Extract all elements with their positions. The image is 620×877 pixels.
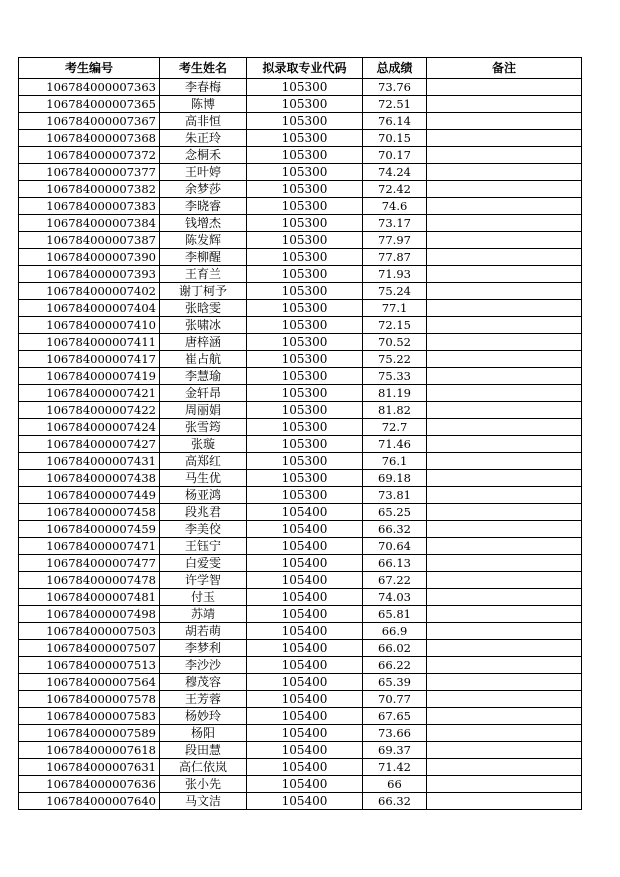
remarks-cell [427, 742, 582, 759]
name-cell: 付玉 [160, 589, 247, 606]
exam-id-cell: 106784000007404 [19, 300, 160, 317]
major-code-cell: 105300 [247, 487, 363, 504]
remarks-cell [427, 555, 582, 572]
major-code-cell: 105300 [247, 317, 363, 334]
table-row [19, 708, 582, 725]
total-score-cell: 75.24 [363, 283, 427, 300]
total-score-cell: 70.52 [363, 334, 427, 351]
total-score-cell: 73.76 [363, 79, 427, 96]
table-row [19, 147, 582, 164]
major-code-cell: 105400 [247, 793, 363, 810]
total-score-cell: 69.37 [363, 742, 427, 759]
major-code-cell: 105400 [247, 538, 363, 555]
table-row [19, 436, 582, 453]
exam-id-cell: 106784000007402 [19, 283, 160, 300]
name-cell: 苏靖 [160, 606, 247, 623]
table-row [19, 538, 582, 555]
major-code-cell: 105400 [247, 640, 363, 657]
major-code-cell: 105300 [247, 215, 363, 232]
remarks-cell [427, 232, 582, 249]
name-cell: 陈发辉 [160, 232, 247, 249]
remarks-cell [427, 79, 582, 96]
table-row [19, 317, 582, 334]
major-code-cell: 105400 [247, 504, 363, 521]
table-row [19, 96, 582, 113]
total-score-cell: 71.46 [363, 436, 427, 453]
exam-id-cell: 106784000007636 [19, 776, 160, 793]
exam-id-cell: 106784000007365 [19, 96, 160, 113]
table-row [19, 334, 582, 351]
table-row [19, 793, 582, 810]
table-row [19, 776, 582, 793]
exam-id-cell: 106784000007372 [19, 147, 160, 164]
remarks-cell [427, 266, 582, 283]
table-row [19, 453, 582, 470]
exam-id-cell: 106784000007618 [19, 742, 160, 759]
major-code-cell: 105300 [247, 266, 363, 283]
remarks-cell [427, 419, 582, 436]
exam-id-cell: 106784000007390 [19, 249, 160, 266]
exam-id-cell: 106784000007422 [19, 402, 160, 419]
exam-id-cell: 106784000007449 [19, 487, 160, 504]
table-row [19, 759, 582, 776]
remarks-cell [427, 181, 582, 198]
table-row [19, 504, 582, 521]
name-cell: 李沙沙 [160, 657, 247, 674]
table-row [19, 674, 582, 691]
remarks-cell [427, 249, 582, 266]
total-score-cell: 72.42 [363, 181, 427, 198]
name-cell: 王钰宁 [160, 538, 247, 555]
name-cell: 唐梓涵 [160, 334, 247, 351]
header-row [19, 58, 582, 79]
name-cell: 高郑红 [160, 453, 247, 470]
total-score-cell: 72.7 [363, 419, 427, 436]
major-code-cell: 105300 [247, 147, 363, 164]
total-score-cell: 67.22 [363, 572, 427, 589]
name-cell: 陈博 [160, 96, 247, 113]
remarks-cell [427, 453, 582, 470]
exam-id-cell: 106784000007583 [19, 708, 160, 725]
table-row [19, 266, 582, 283]
major-code-cell: 105400 [247, 742, 363, 759]
total-score-cell: 70.77 [363, 691, 427, 708]
name-cell: 王育兰 [160, 266, 247, 283]
major-code-cell: 105300 [247, 198, 363, 215]
table-row [19, 555, 582, 572]
table-row [19, 419, 582, 436]
table-row [19, 657, 582, 674]
major-code-cell: 105300 [247, 351, 363, 368]
table-row [19, 232, 582, 249]
major-code-cell: 105300 [247, 385, 363, 402]
table-row [19, 623, 582, 640]
remarks-cell [427, 776, 582, 793]
remarks-cell [427, 572, 582, 589]
exam-id-cell: 106784000007481 [19, 589, 160, 606]
major-code-cell: 105300 [247, 283, 363, 300]
exam-id-cell: 106784000007383 [19, 198, 160, 215]
total-score-cell: 66.32 [363, 521, 427, 538]
exam-id-cell: 106784000007377 [19, 164, 160, 181]
header-remarks: 备注 [427, 58, 582, 79]
remarks-cell [427, 793, 582, 810]
table-row [19, 470, 582, 487]
total-score-cell: 72.15 [363, 317, 427, 334]
name-cell: 李春梅 [160, 79, 247, 96]
exam-id-cell: 106784000007417 [19, 351, 160, 368]
name-cell: 许学智 [160, 572, 247, 589]
table-row [19, 385, 582, 402]
major-code-cell: 105400 [247, 691, 363, 708]
exam-id-cell: 106784000007427 [19, 436, 160, 453]
total-score-cell: 74.24 [363, 164, 427, 181]
table-row [19, 79, 582, 96]
major-code-cell: 105300 [247, 181, 363, 198]
exam-id-cell: 106784000007589 [19, 725, 160, 742]
total-score-cell: 71.42 [363, 759, 427, 776]
major-code-cell: 105300 [247, 232, 363, 249]
name-cell: 白爱雯 [160, 555, 247, 572]
table-row [19, 589, 582, 606]
total-score-cell: 66.9 [363, 623, 427, 640]
remarks-cell [427, 606, 582, 623]
name-cell: 高仁依岚 [160, 759, 247, 776]
total-score-cell: 66 [363, 776, 427, 793]
major-code-cell: 105300 [247, 334, 363, 351]
name-cell: 张璇 [160, 436, 247, 453]
exam-id-cell: 106784000007507 [19, 640, 160, 657]
name-cell: 杨妙玲 [160, 708, 247, 725]
total-score-cell: 70.17 [363, 147, 427, 164]
total-score-cell: 77.1 [363, 300, 427, 317]
exam-id-cell: 106784000007631 [19, 759, 160, 776]
remarks-cell [427, 521, 582, 538]
name-cell: 张啸冰 [160, 317, 247, 334]
major-code-cell: 105400 [247, 725, 363, 742]
remarks-cell [427, 164, 582, 181]
total-score-cell: 66.32 [363, 793, 427, 810]
header-name: 考生姓名 [160, 58, 247, 79]
major-code-cell: 105400 [247, 589, 363, 606]
exam-id-cell: 106784000007471 [19, 538, 160, 555]
total-score-cell: 69.18 [363, 470, 427, 487]
name-cell: 李柳醒 [160, 249, 247, 266]
total-score-cell: 74.6 [363, 198, 427, 215]
total-score-cell: 73.66 [363, 725, 427, 742]
major-code-cell: 105400 [247, 606, 363, 623]
table-row [19, 300, 582, 317]
exam-id-cell: 106784000007393 [19, 266, 160, 283]
admission-table [18, 57, 582, 810]
name-cell: 余梦莎 [160, 181, 247, 198]
exam-id-cell: 106784000007387 [19, 232, 160, 249]
name-cell: 钱增杰 [160, 215, 247, 232]
total-score-cell: 75.33 [363, 368, 427, 385]
total-score-cell: 73.17 [363, 215, 427, 232]
exam-id-cell: 106784000007564 [19, 674, 160, 691]
name-cell: 周丽娟 [160, 402, 247, 419]
total-score-cell: 70.64 [363, 538, 427, 555]
exam-id-cell: 106784000007498 [19, 606, 160, 623]
total-score-cell: 70.15 [363, 130, 427, 147]
table-row [19, 113, 582, 130]
name-cell: 崔占航 [160, 351, 247, 368]
total-score-cell: 65.39 [363, 674, 427, 691]
exam-id-cell: 106784000007424 [19, 419, 160, 436]
remarks-cell [427, 640, 582, 657]
table-row [19, 742, 582, 759]
name-cell: 段田慧 [160, 742, 247, 759]
remarks-cell [427, 317, 582, 334]
major-code-cell: 105400 [247, 572, 363, 589]
exam-id-cell: 106784000007367 [19, 113, 160, 130]
remarks-cell [427, 96, 582, 113]
remarks-cell [427, 351, 582, 368]
name-cell: 穆茂容 [160, 674, 247, 691]
major-code-cell: 105300 [247, 300, 363, 317]
header-major-code: 拟录取专业代码 [247, 58, 363, 79]
remarks-cell [427, 538, 582, 555]
total-score-cell: 65.81 [363, 606, 427, 623]
table-row [19, 640, 582, 657]
remarks-cell [427, 215, 582, 232]
remarks-cell [427, 691, 582, 708]
major-code-cell: 105300 [247, 164, 363, 181]
remarks-cell [427, 725, 582, 742]
exam-id-cell: 106784000007421 [19, 385, 160, 402]
remarks-cell [427, 402, 582, 419]
total-score-cell: 77.97 [363, 232, 427, 249]
major-code-cell: 105300 [247, 96, 363, 113]
total-score-cell: 81.82 [363, 402, 427, 419]
remarks-cell [427, 708, 582, 725]
major-code-cell: 105400 [247, 555, 363, 572]
exam-id-cell: 106784000007477 [19, 555, 160, 572]
exam-id-cell: 106784000007458 [19, 504, 160, 521]
remarks-cell [427, 436, 582, 453]
remarks-cell [427, 198, 582, 215]
remarks-cell [427, 657, 582, 674]
exam-id-cell: 106784000007363 [19, 79, 160, 96]
name-cell: 胡若萌 [160, 623, 247, 640]
remarks-cell [427, 283, 582, 300]
total-score-cell: 72.51 [363, 96, 427, 113]
major-code-cell: 105300 [247, 79, 363, 96]
name-cell: 张雪筠 [160, 419, 247, 436]
remarks-cell [427, 113, 582, 130]
exam-id-cell: 106784000007384 [19, 215, 160, 232]
table-row [19, 572, 582, 589]
exam-id-cell: 106784000007459 [19, 521, 160, 538]
exam-id-cell: 106784000007503 [19, 623, 160, 640]
remarks-cell [427, 589, 582, 606]
major-code-cell: 105400 [247, 674, 363, 691]
remarks-cell [427, 130, 582, 147]
exam-id-cell: 106784000007438 [19, 470, 160, 487]
total-score-cell: 65.25 [363, 504, 427, 521]
major-code-cell: 105400 [247, 776, 363, 793]
table-row [19, 691, 582, 708]
table-row [19, 487, 582, 504]
major-code-cell: 105300 [247, 436, 363, 453]
major-code-cell: 105300 [247, 249, 363, 266]
remarks-cell [427, 504, 582, 521]
name-cell: 谢丁柯予 [160, 283, 247, 300]
exam-id-cell: 106784000007578 [19, 691, 160, 708]
exam-id-cell: 106784000007431 [19, 453, 160, 470]
table-row [19, 215, 582, 232]
name-cell: 王芳蓉 [160, 691, 247, 708]
major-code-cell: 105400 [247, 657, 363, 674]
table-row [19, 130, 582, 147]
major-code-cell: 105400 [247, 623, 363, 640]
exam-id-cell: 106784000007411 [19, 334, 160, 351]
table-row [19, 725, 582, 742]
name-cell: 张晗雯 [160, 300, 247, 317]
table-body [19, 79, 582, 810]
total-score-cell: 74.03 [363, 589, 427, 606]
remarks-cell [427, 623, 582, 640]
major-code-cell: 105400 [247, 759, 363, 776]
name-cell: 李晓睿 [160, 198, 247, 215]
name-cell: 杨阳 [160, 725, 247, 742]
major-code-cell: 105400 [247, 521, 363, 538]
name-cell: 朱正玲 [160, 130, 247, 147]
name-cell: 马文洁 [160, 793, 247, 810]
table-row [19, 351, 582, 368]
table-row [19, 283, 582, 300]
table-row [19, 521, 582, 538]
header-exam-id: 考生编号 [19, 58, 160, 79]
name-cell: 李美佼 [160, 521, 247, 538]
remarks-cell [427, 487, 582, 504]
total-score-cell: 66.02 [363, 640, 427, 657]
remarks-cell [427, 674, 582, 691]
remarks-cell [427, 759, 582, 776]
remarks-cell [427, 385, 582, 402]
name-cell: 李慧瑜 [160, 368, 247, 385]
exam-id-cell: 106784000007640 [19, 793, 160, 810]
major-code-cell: 105300 [247, 470, 363, 487]
table-row [19, 368, 582, 385]
name-cell: 李梦利 [160, 640, 247, 657]
name-cell: 杨亚鸿 [160, 487, 247, 504]
remarks-cell [427, 368, 582, 385]
exam-id-cell: 106784000007368 [19, 130, 160, 147]
total-score-cell: 76.1 [363, 453, 427, 470]
exam-id-cell: 106784000007410 [19, 317, 160, 334]
name-cell: 金轩昂 [160, 385, 247, 402]
exam-id-cell: 106784000007513 [19, 657, 160, 674]
name-cell: 段兆君 [160, 504, 247, 521]
total-score-cell: 73.81 [363, 487, 427, 504]
header-total-score: 总成绩 [363, 58, 427, 79]
name-cell: 高非恒 [160, 113, 247, 130]
total-score-cell: 75.22 [363, 351, 427, 368]
exam-id-cell: 106784000007382 [19, 181, 160, 198]
name-cell: 张小先 [160, 776, 247, 793]
total-score-cell: 76.14 [363, 113, 427, 130]
table-row [19, 402, 582, 419]
table-row [19, 164, 582, 181]
total-score-cell: 77.87 [363, 249, 427, 266]
table-row [19, 249, 582, 266]
major-code-cell: 105300 [247, 402, 363, 419]
remarks-cell [427, 470, 582, 487]
total-score-cell: 66.22 [363, 657, 427, 674]
total-score-cell: 71.93 [363, 266, 427, 283]
major-code-cell: 105300 [247, 453, 363, 470]
name-cell: 念桐禾 [160, 147, 247, 164]
remarks-cell [427, 300, 582, 317]
table-row [19, 606, 582, 623]
table-row [19, 198, 582, 215]
major-code-cell: 105300 [247, 130, 363, 147]
remarks-cell [427, 147, 582, 164]
total-score-cell: 67.65 [363, 708, 427, 725]
major-code-cell: 105300 [247, 368, 363, 385]
remarks-cell [427, 334, 582, 351]
name-cell: 王叶婷 [160, 164, 247, 181]
major-code-cell: 105400 [247, 708, 363, 725]
name-cell: 马生优 [160, 470, 247, 487]
major-code-cell: 105300 [247, 419, 363, 436]
total-score-cell: 66.13 [363, 555, 427, 572]
exam-id-cell: 106784000007478 [19, 572, 160, 589]
table-row [19, 181, 582, 198]
exam-id-cell: 106784000007419 [19, 368, 160, 385]
total-score-cell: 81.19 [363, 385, 427, 402]
major-code-cell: 105300 [247, 113, 363, 130]
